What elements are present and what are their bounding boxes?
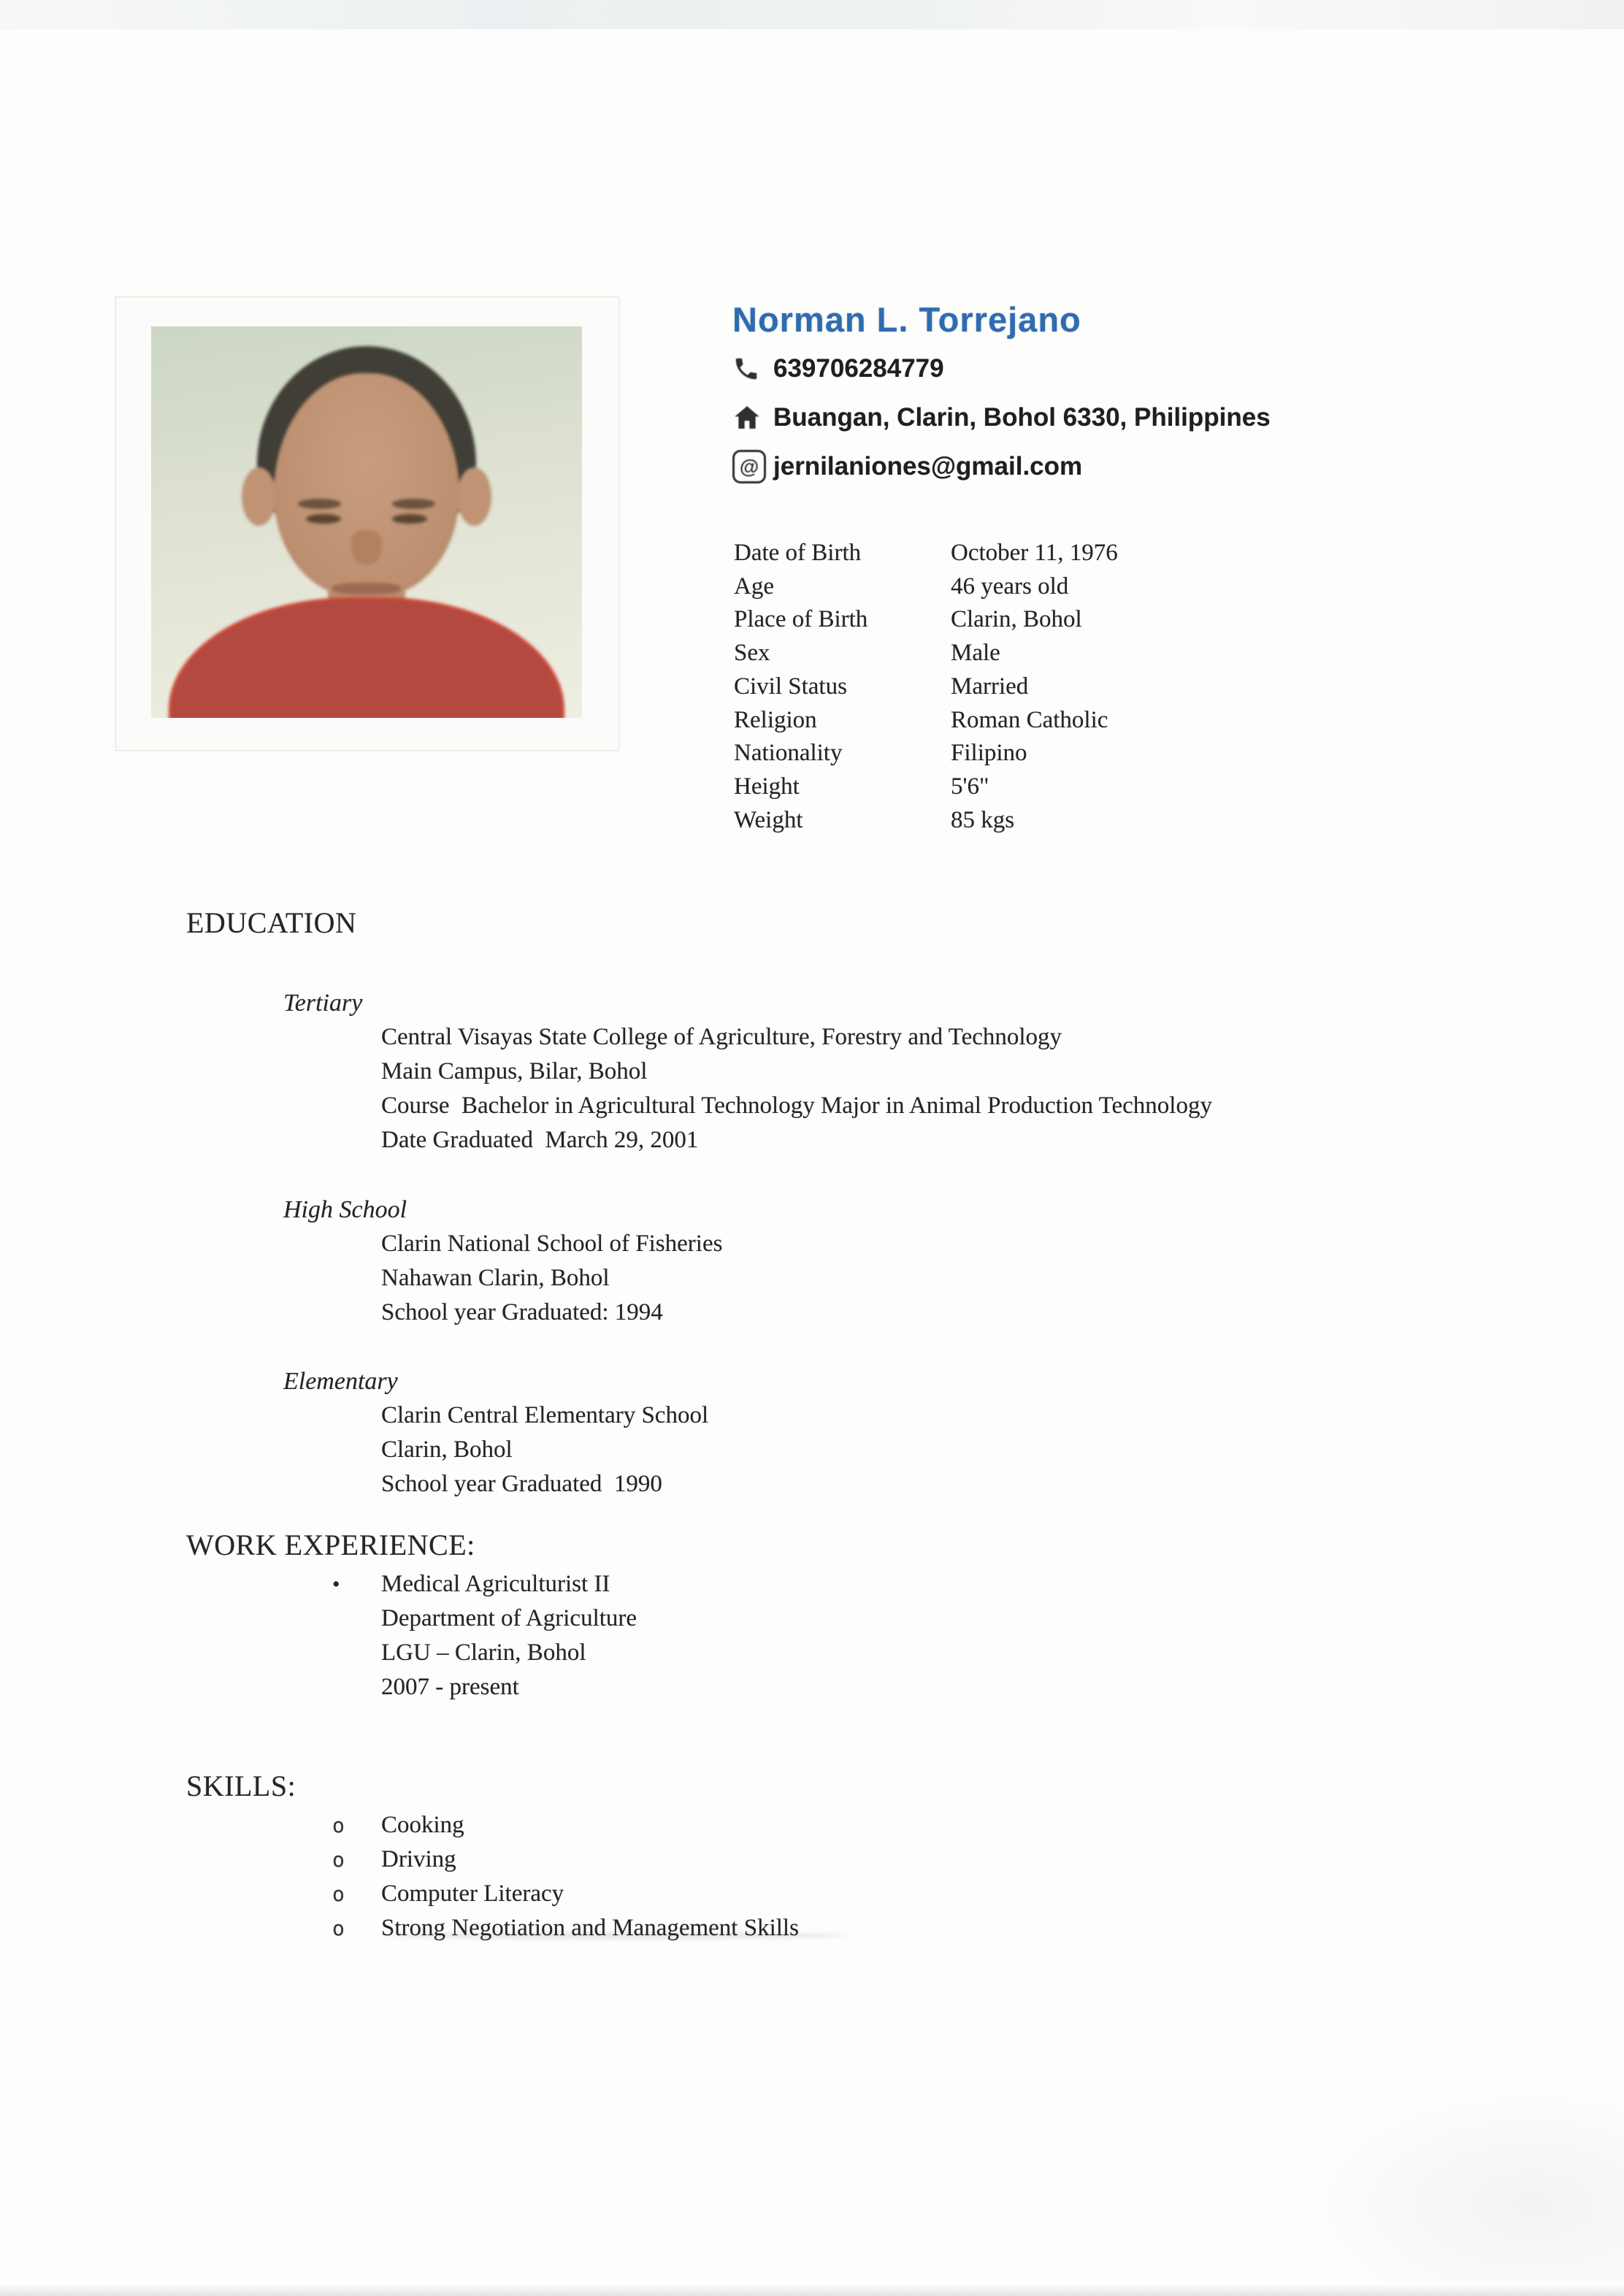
detail-value: 85 kgs	[951, 806, 1015, 833]
detail-label: Date of Birth	[734, 540, 862, 566]
detail-value: 46 years old	[951, 573, 1069, 600]
work-line	[332, 1670, 1471, 1704]
detail-value: Roman Catholic	[951, 706, 1108, 733]
address-text: Buangan, Clarin, Bohol 6330, Philippines	[773, 403, 1271, 432]
skill-text: Strong Negotiation and Management Skills	[381, 1915, 799, 1941]
education-line: Course Bachelor in Agricultural Technology Major in Animal Production Technology	[381, 1092, 1212, 1119]
education-level-tertiary	[186, 986, 1471, 1157]
work-line-text: Department of Agriculture	[381, 1605, 637, 1631]
at-glyph: @	[732, 450, 766, 483]
phone-row	[732, 351, 1536, 387]
detail-row	[734, 670, 1391, 704]
bullet-spacer	[332, 1670, 381, 1704]
detail-value: Filipino	[951, 740, 1027, 767]
skill-item	[332, 1842, 1471, 1877]
skills-list	[332, 1808, 1471, 1945]
scan-noise-bottom-right	[1317, 2092, 1624, 2281]
education-line: School year Graduated: 1994	[381, 1299, 663, 1325]
personal-details	[734, 537, 1391, 837]
circle-bullet: o	[332, 1916, 345, 1940]
bullet-spacer	[332, 1602, 381, 1636]
skill-item	[332, 1877, 1471, 1911]
education-line: Date Graduated March 29, 2001	[381, 1127, 699, 1153]
phone-number: 639706284779	[773, 354, 944, 383]
detail-label: Nationality	[734, 740, 843, 767]
detail-label: Civil Status	[734, 673, 847, 700]
photo-image	[151, 326, 582, 718]
detail-label: Age	[734, 573, 774, 600]
detail-value: Married	[951, 673, 1029, 700]
portrait-eyebrow-right	[392, 499, 435, 509]
work-line-text: Medical Agriculturist II	[381, 1571, 610, 1597]
education-line: Clarin, Bohol	[381, 1436, 513, 1463]
skill-item	[332, 1808, 1471, 1842]
education-line: Main Campus, Bilar, Bohol	[381, 1058, 648, 1084]
portrait-eyebrow-left	[298, 499, 341, 509]
detail-value: October 11, 1976	[951, 540, 1118, 566]
portrait-illustration	[151, 326, 582, 718]
applicant-name: Norman L. Torrejano	[732, 300, 1081, 339]
portrait-ear-left	[242, 467, 276, 526]
education-level-label: Elementary	[283, 1368, 398, 1395]
skills-title: SKILLS:	[186, 1769, 296, 1802]
education-line: Clarin Central Elementary School	[381, 1402, 709, 1428]
skills-section	[186, 1767, 1471, 1945]
detail-value: Male	[951, 640, 1000, 667]
detail-row	[734, 570, 1391, 604]
detail-label: Place of Birth	[734, 606, 868, 633]
education-title: EDUCATION	[186, 906, 357, 939]
detail-label: Weight	[734, 806, 803, 833]
work-experience-section	[186, 1526, 1471, 1704]
circle-bullet: o	[332, 1813, 345, 1837]
education-section	[186, 904, 1471, 1501]
work-line-text: LGU – Clarin, Bohol	[381, 1639, 586, 1666]
bullet-spacer	[332, 1636, 381, 1670]
education-level-elementary	[186, 1364, 1471, 1501]
portrait-eye-right	[392, 514, 426, 524]
applicant-photo	[115, 296, 619, 751]
home-icon	[732, 403, 773, 432]
work-line	[332, 1602, 1471, 1636]
detail-row	[734, 537, 1391, 570]
work-line-text: 2007 - present	[381, 1674, 519, 1700]
email-icon	[732, 450, 773, 483]
detail-label: Height	[734, 773, 800, 800]
detail-row	[734, 637, 1391, 670]
detail-value: Clarin, Bohol	[951, 606, 1082, 633]
skill-text: Computer Literacy	[381, 1880, 564, 1907]
scan-noise-bottom	[0, 2284, 1624, 2296]
portrait-red-shirt	[169, 597, 565, 718]
work-experience-entry	[332, 1567, 1471, 1704]
education-level-label: High School	[283, 1196, 407, 1223]
work-line	[332, 1567, 1471, 1602]
phone-icon	[732, 355, 773, 383]
header	[732, 301, 1536, 497]
detail-row	[734, 603, 1391, 637]
education-line: Nahawan Clarin, Bohol	[381, 1265, 610, 1291]
skill-item	[332, 1911, 1471, 1945]
work-experience-title: WORK EXPERIENCE:	[186, 1528, 475, 1561]
work-line	[332, 1636, 1471, 1670]
portrait-nose	[351, 530, 381, 565]
skill-text: Driving	[381, 1846, 456, 1872]
detail-label: Religion	[734, 706, 817, 733]
email-row	[732, 448, 1536, 485]
address-row	[732, 399, 1536, 436]
education-level-lines	[381, 1020, 1471, 1157]
detail-row	[734, 704, 1391, 738]
education-line: School year Graduated 1990	[381, 1471, 662, 1497]
education-level-lines	[381, 1227, 1471, 1330]
detail-row	[734, 737, 1391, 770]
detail-value: 5'6"	[951, 773, 989, 800]
education-line: Clarin National School of Fisheries	[381, 1231, 723, 1257]
skill-text: Cooking	[381, 1812, 464, 1838]
education-level-highschool	[186, 1193, 1471, 1330]
portrait-mouth	[332, 583, 401, 594]
education-level-lines	[381, 1398, 1471, 1501]
portrait-eye-left	[306, 514, 340, 524]
education-line: Central Visayas State College of Agriculture, Forestry and Technology	[381, 1024, 1062, 1050]
bullet-dot: •	[332, 1572, 340, 1596]
detail-row	[734, 770, 1391, 804]
circle-bullet: o	[332, 1848, 345, 1872]
email-text: jernilaniones@gmail.com	[773, 452, 1083, 481]
scan-noise-top	[0, 0, 1624, 29]
detail-label: Sex	[734, 640, 770, 667]
education-level-label: Tertiary	[283, 990, 363, 1017]
portrait-ear-right	[457, 467, 491, 526]
detail-row	[734, 804, 1391, 838]
circle-bullet: o	[332, 1882, 345, 1906]
contact-block	[732, 351, 1536, 485]
